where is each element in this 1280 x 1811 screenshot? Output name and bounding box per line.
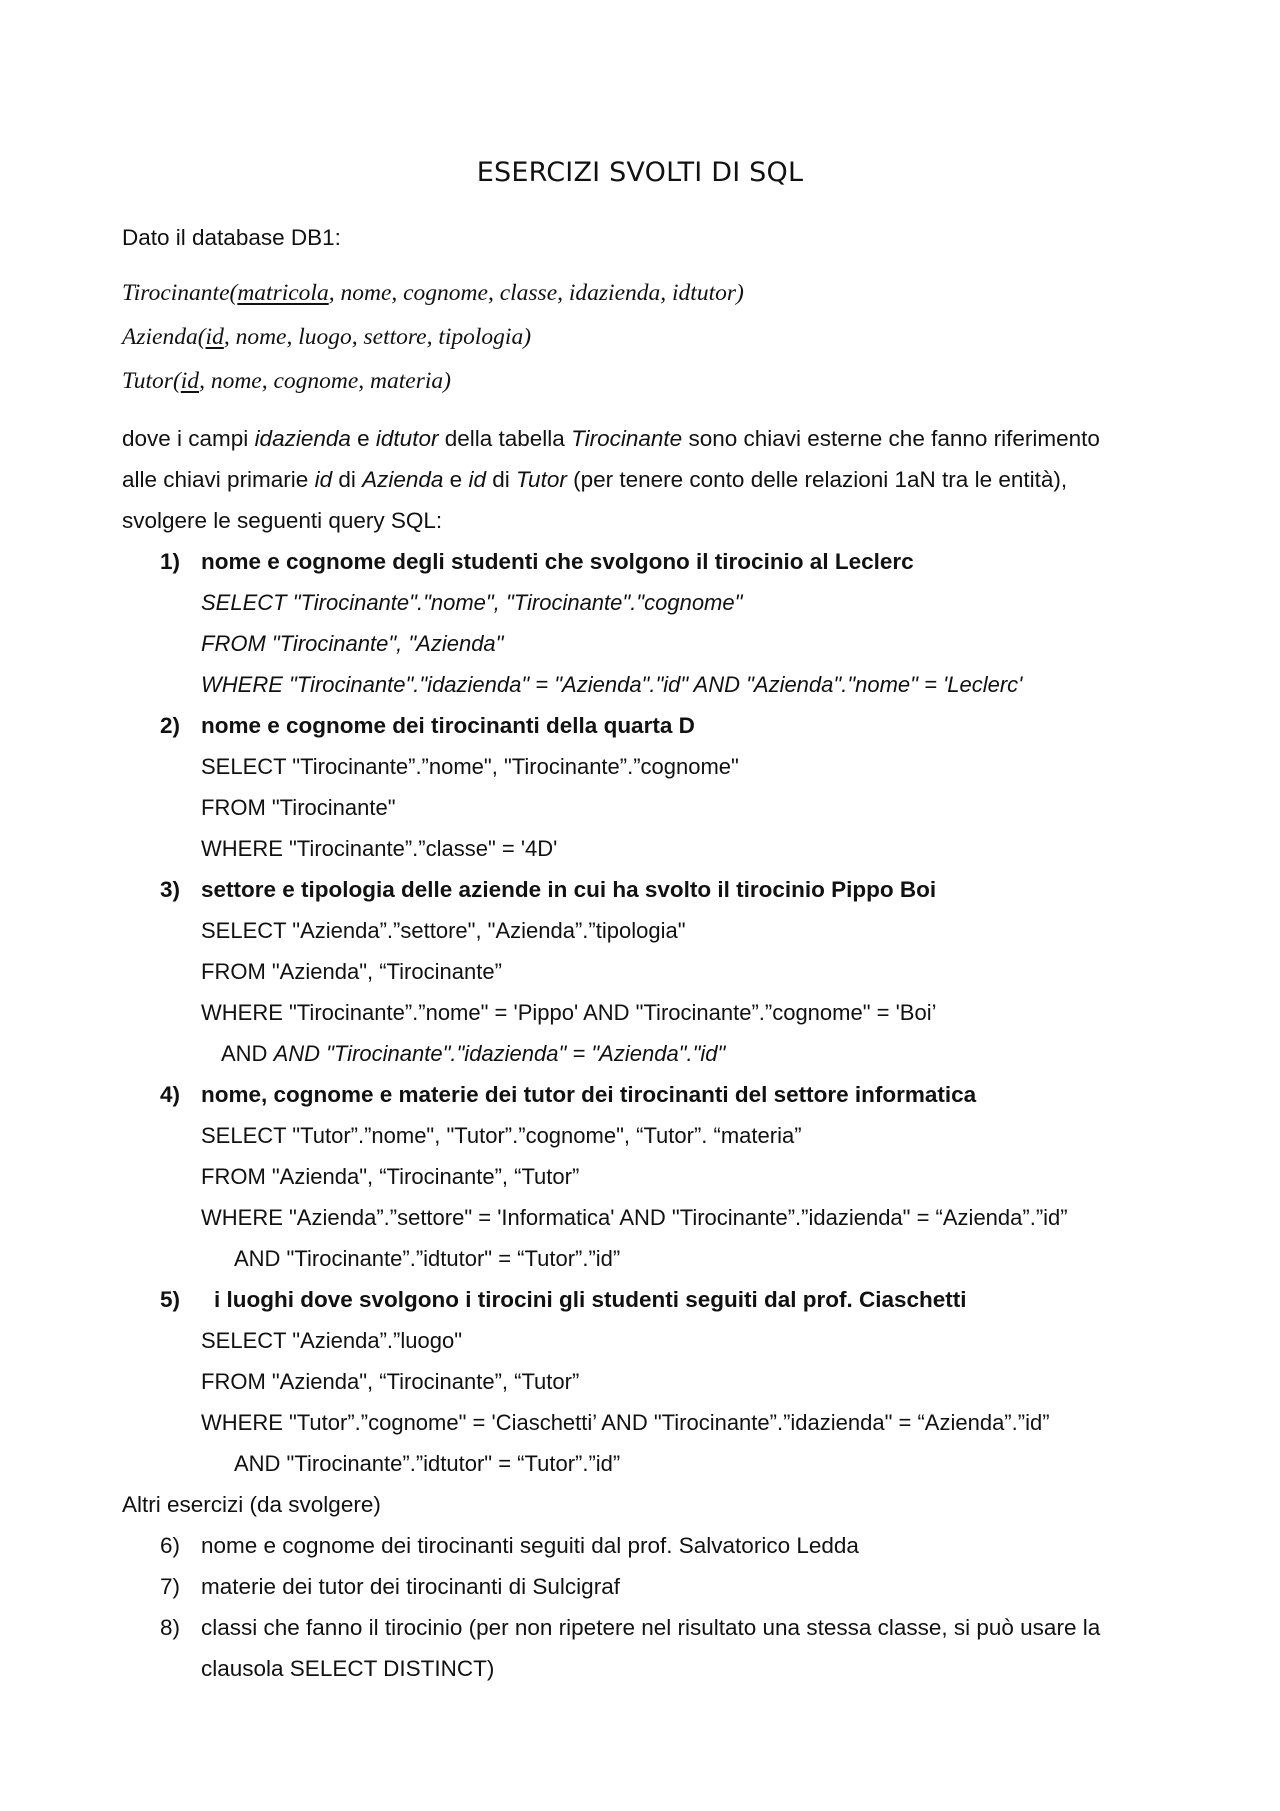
table-name: Tirocinante	[571, 426, 683, 451]
schema-fields: , nome, cognome, materia)	[199, 368, 451, 394]
exercise-4-sql-line: SELECT "Tutor”.”nome", "Tutor”.”cognome", “Tutor”. “materia”	[201, 1123, 802, 1148]
exercise-6-number: 6)	[160, 1533, 181, 1558]
schema-tirocinante	[122, 278, 744, 308]
schema-azienda	[122, 322, 531, 352]
exercise-7-text: materie dei tutor dei tirocinanti di Sulcigraf	[201, 1574, 620, 1599]
intro-text: Dato il database DB1:	[122, 225, 341, 250]
exercise-8-number: 8)	[160, 1615, 181, 1640]
exercise-2-question: nome e cognome dei tirocinanti della quarta D	[201, 713, 695, 738]
description-line-3: svolgere le seguenti query SQL:	[122, 508, 443, 533]
exercise-2-sql-line: SELECT "Tirocinante”.”nome", "Tirocinante”.”cognome"	[201, 754, 739, 779]
exercise-2-number: 2)	[160, 713, 181, 738]
description-line-2	[122, 465, 1067, 495]
exercise-5-sql-line: AND "Tirocinante”.”idtutor" = “Tutor”.”id”	[234, 1451, 621, 1476]
document-title: ESERCIZI SVOLTI DI SQL	[476, 157, 804, 188]
exercise-1-number: 1)	[160, 549, 181, 574]
text: di	[485, 467, 516, 492]
field-name: id	[468, 467, 486, 492]
exercise-1-sql-line: SELECT "Tirocinante"."nome", "Tirocinante"."cognome"	[201, 590, 743, 615]
exercise-2-sql-line: WHERE "Tirocinante”.”classe" = '4D'	[201, 836, 558, 861]
schema-fields: , nome, luogo, settore, tipologia)	[223, 324, 532, 350]
schema-fields: , nome, cognome, classe, idazienda, idtutor)	[328, 280, 744, 306]
exercise-1-question: nome e cognome degli studenti che svolgono il tirocinio al Leclerc	[201, 549, 914, 574]
exercise-1-sql-line: FROM "Tirocinante", "Azienda"	[201, 631, 504, 656]
exercise-2-sql-line: FROM "Tirocinante"	[201, 795, 396, 820]
exercise-3-sql-line: FROM "Azienda", “Tirocinante”	[201, 959, 502, 984]
exercise-5-number: 5)	[160, 1287, 181, 1312]
exercise-5-question: i luoghi dove svolgono i tirocini gli studenti seguiti dal prof. Ciaschetti	[214, 1287, 967, 1312]
exercise-4-sql-line: WHERE "Azienda”.”settore" = 'Informatica' AND "Tirocinante”.”idazienda" = “Azienda”.”id”	[201, 1205, 1068, 1230]
table-name: Azienda	[362, 467, 444, 492]
exercise-1-sql-line: WHERE "Tirocinante"."idazienda" = "Azienda"."id" AND "Azienda"."nome" = 'Leclerc'	[201, 672, 1023, 697]
exercise-4-sql-line: AND "Tirocinante”.”idtutor" = “Tutor”.”id”	[234, 1246, 621, 1271]
table-name: Tutor	[515, 467, 567, 492]
schema-table-name: Azienda(	[122, 324, 206, 350]
field-name: idazienda	[254, 426, 351, 451]
text: alle chiavi primarie	[122, 467, 315, 492]
exercise-3-sql-line	[221, 1039, 725, 1069]
exercise-3-question: settore e tipologia delle aziende in cui ha svolto il tirocinio Pippo Boi	[201, 877, 937, 902]
text: (per tenere conto delle relazioni 1aN tra le entità),	[566, 467, 1068, 492]
exercise-3-sql-line: SELECT "Azienda”.”settore", "Azienda”.”tipologia"	[201, 918, 686, 943]
exercise-7-number: 7)	[160, 1574, 181, 1599]
sql-keyword: AND	[221, 1041, 274, 1066]
schema-primary-key: id	[180, 368, 200, 394]
text: e	[350, 426, 376, 451]
text: dove i campi	[122, 426, 255, 451]
exercise-8-text: classi che fanno il tirocinio (per non ripetere nel risultato una stessa classe, si può usare la	[201, 1615, 1101, 1640]
exercise-4-sql-line: FROM "Azienda", “Tirocinante”, “Tutor”	[201, 1164, 580, 1189]
exercise-5-sql-line: FROM "Azienda", “Tirocinante”, “Tutor”	[201, 1369, 580, 1394]
exercise-3-sql-line: WHERE "Tirocinante”.”nome" = 'Pippo' AND "Tirocinante”.”cognome" = 'Boi’	[201, 1000, 937, 1025]
exercise-4-question: nome, cognome e materie dei tutor dei tirocinanti del settore informatica	[201, 1082, 977, 1107]
exercise-8-text-continued: clausola SELECT DISTINCT)	[201, 1656, 495, 1681]
schema-primary-key: id	[205, 324, 224, 350]
exercise-5-sql-line: SELECT "Azienda”.”luogo"	[201, 1328, 463, 1353]
other-exercises-heading: Altri esercizi (da svolgere)	[122, 1492, 381, 1517]
text: e	[443, 467, 469, 492]
exercise-4-number: 4)	[160, 1082, 181, 1107]
exercise-5-sql-line: WHERE "Tutor”.”cognome" = 'Ciaschetti’ AND "Tirocinante”.”idazienda" = “Azienda”.”id”	[201, 1410, 1050, 1435]
text: di	[332, 467, 363, 492]
schema-table-name: Tutor(	[122, 368, 181, 394]
text: della tabella	[438, 426, 572, 451]
description-line-1	[122, 424, 1100, 454]
sql-condition: AND "Tirocinante"."idazienda" = "Azienda"."id"	[273, 1041, 726, 1066]
exercise-6-text: nome e cognome dei tirocinanti seguiti dal prof. Salvatorico Ledda	[201, 1533, 859, 1558]
field-name: idtutor	[375, 426, 439, 451]
text: sono chiavi esterne che fanno riferimento	[682, 426, 1100, 451]
field-name: id	[314, 467, 333, 492]
schema-table-name: Tirocinante(	[122, 280, 238, 306]
schema-primary-key: matricola	[237, 280, 329, 306]
schema-tutor	[122, 366, 451, 396]
exercise-3-number: 3)	[160, 877, 181, 902]
